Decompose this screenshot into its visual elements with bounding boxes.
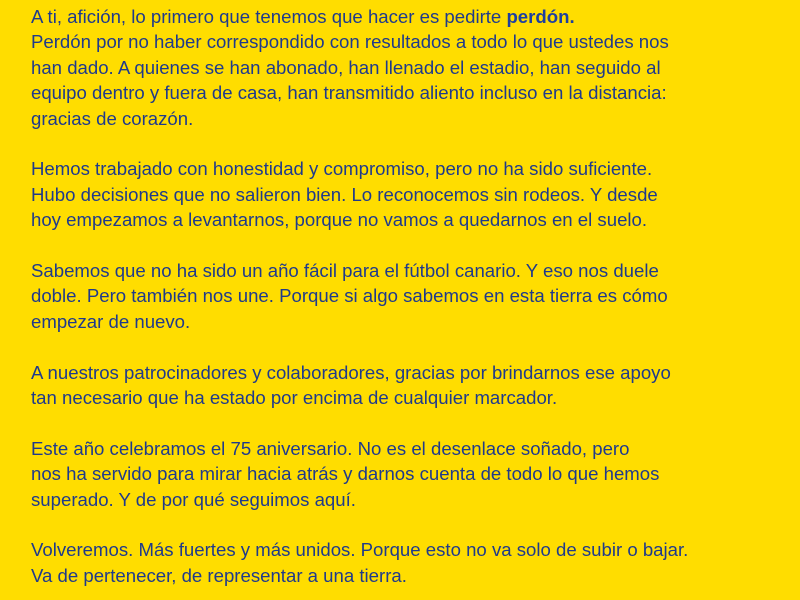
- intro-emphasis: perdón.: [506, 6, 575, 27]
- paragraph-line: Hubo decisiones que no salieron bien. Lo reconocemos sin rodeos. Y desde: [31, 183, 658, 205]
- paragraph-line: superado. Y de por qué seguimos aquí.: [31, 488, 356, 510]
- paragraph-line: A nuestros patrocinadores y colaboradores, gracias por brindarnos ese apoyo: [31, 361, 671, 383]
- paragraph-line: doble. Pero también nos une. Porque si algo sabemos en esta tierra es cómo: [31, 285, 668, 307]
- paragraph-5: [31, 436, 776, 512]
- intro-line: [31, 4, 776, 29]
- paragraph-intro: [31, 4, 776, 131]
- paragraph-line: Perdón por no haber correspondido con resultados a todo lo que ustedes nos: [31, 31, 669, 53]
- paragraph-line: Va de pertenecer, de representar a una tierra.: [31, 564, 407, 586]
- intro-lead: A ti, afición, lo primero que tenemos que hacer es pedirte: [31, 6, 507, 27]
- paragraph-line: equipo dentro y fuera de casa, han transmitido aliento incluso en la distancia:: [31, 82, 667, 104]
- paragraph-2: [31, 156, 776, 232]
- paragraph-line: Sabemos que no ha sido un año fácil para el fútbol canario. Y eso nos duele: [31, 260, 659, 282]
- paragraph-line: nos ha servido para mirar hacia atrás y darnos cuenta de todo lo que hemos: [31, 463, 660, 485]
- paragraph-line: hoy empezamos a levantarnos, porque no vamos a quedarnos en el suelo.: [31, 209, 648, 231]
- paragraph-line: Este año celebramos el 75 aniversario. No es el desenlace soñado, pero: [31, 437, 630, 459]
- paragraph-line: Volveremos. Más fuertes y más unidos. Porque esto no va solo de subir o bajar.: [31, 539, 689, 561]
- paragraph-line: Hemos trabajado con honestidad y compromiso, pero no ha sido suficiente.: [31, 158, 653, 180]
- paragraph-3: [31, 258, 776, 334]
- paragraph-6: [31, 537, 776, 588]
- paragraph-line: tan necesario que ha estado por encima de cualquier marcador.: [31, 387, 558, 409]
- paragraph-4: [31, 360, 776, 411]
- paragraph-line: empezar de nuevo.: [31, 310, 191, 332]
- paragraph-line: han dado. A quienes se han abonado, han llenado el estadio, han seguido al: [31, 56, 661, 78]
- paragraph-line: gracias de corazón.: [31, 107, 194, 129]
